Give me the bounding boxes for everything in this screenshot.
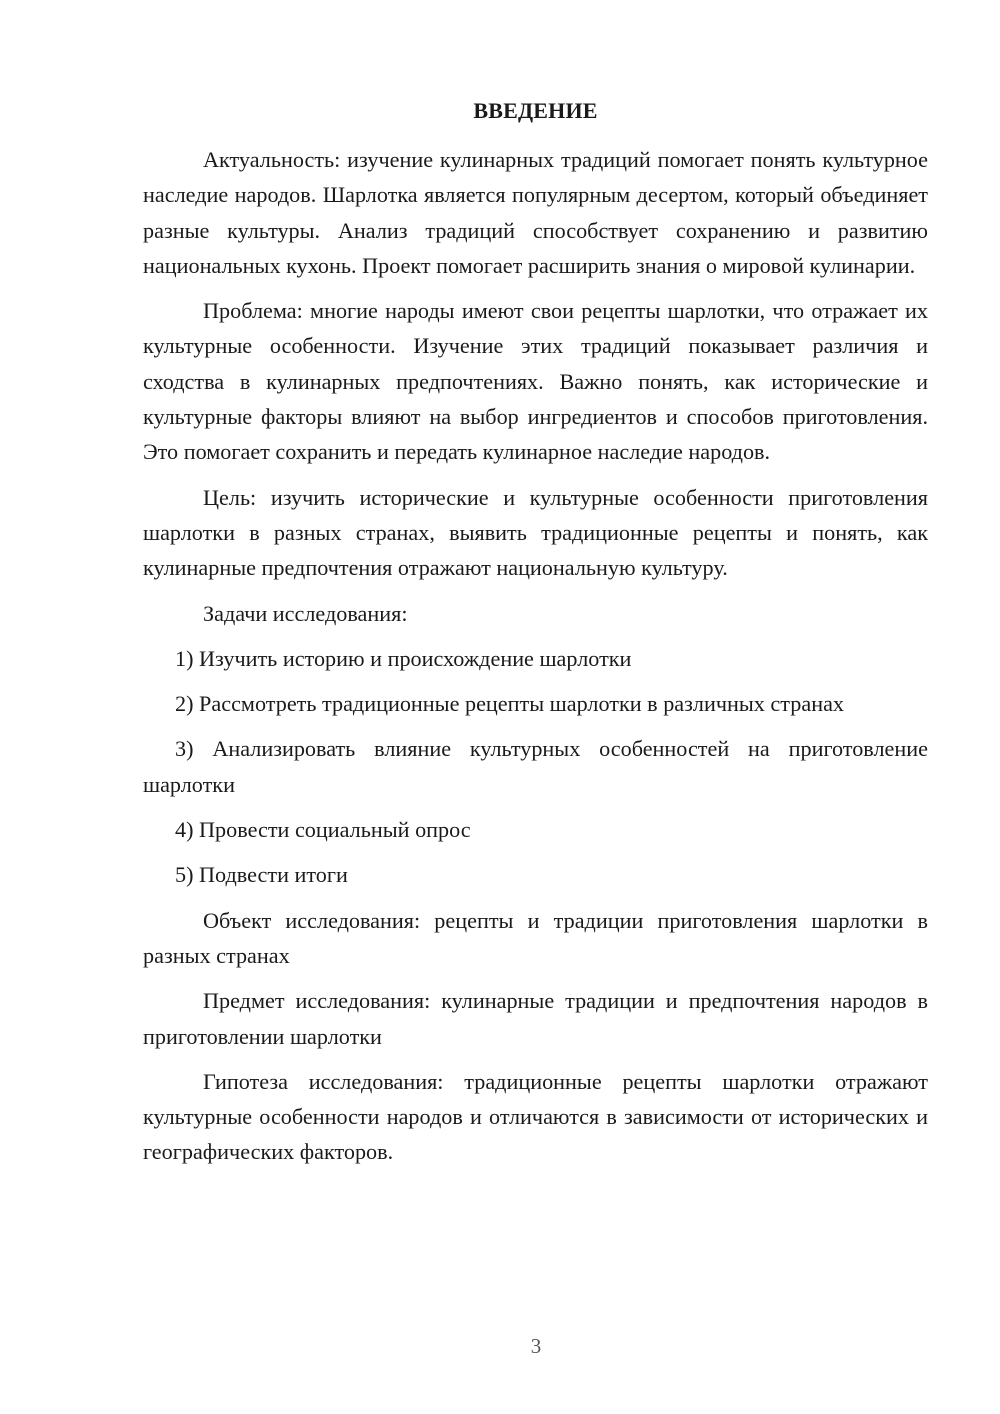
paragraph-relevance: Актуальность: изучение кулинарных традиций помогает понять культурное наследие народов. Шарлотка является популярным десертом, который объединяет разные культуры. Анализ традиций способствует сохранению и развитию национальных кухонь. Проект помогает расширить знания о мировой кулинарии.	[143, 147, 928, 278]
task-item-1: 1) Изучить историю и происхождение шарлотки	[175, 645, 632, 671]
paragraph-goal: Цель: изучить исторические и культурные особенности приготовления шарлотки в разных странах, выявить традиционные рецепты и понять, как кулинарные предпочтения отражают национальную культуру.	[143, 484, 928, 581]
section-title: ВВЕДЕНИЕ	[473, 98, 598, 123]
page-number: 3	[530, 1334, 542, 1358]
task-item-2: 2) Рассмотреть традиционные рецепты шарлотки в различных странах	[175, 691, 845, 717]
paragraph-subject: Предмет исследования: кулинарные традиции и предпочтения народов в приготовлении шарлотки	[143, 988, 928, 1049]
task-item-3: 3) Анализировать влияние культурных особенностей на приготовление шарлотки	[143, 736, 928, 797]
paragraph-object: Объект исследования: рецепты и традиции приготовления шарлотки в разных странах	[143, 907, 928, 968]
task-item-5: 5) Подвести итоги	[175, 862, 348, 888]
paragraph-problem: Проблема: многие народы имеют свои рецепты шарлотки, что отражает их культурные особенности. Изучение этих традиций показывает различия и сходства в кулинарных предпочтениях. Важно понять, как исторические и культурные факторы влияют на выбор ингредиентов и способов приготовления. Это помогает сохранить и передать кулинарное наследие народов.	[143, 298, 928, 465]
paragraph-tasks-heading: Задачи исследования:	[203, 600, 408, 626]
paragraph-hypothesis: Гипотеза исследования: традиционные рецепты шарлотки отражают культурные особенности народов и отличаются в зависимости от исторических и географических факторов.	[143, 1068, 928, 1165]
task-item-4: 4) Провести социальный опрос	[175, 817, 471, 843]
document-body	[143, 142, 928, 1180]
